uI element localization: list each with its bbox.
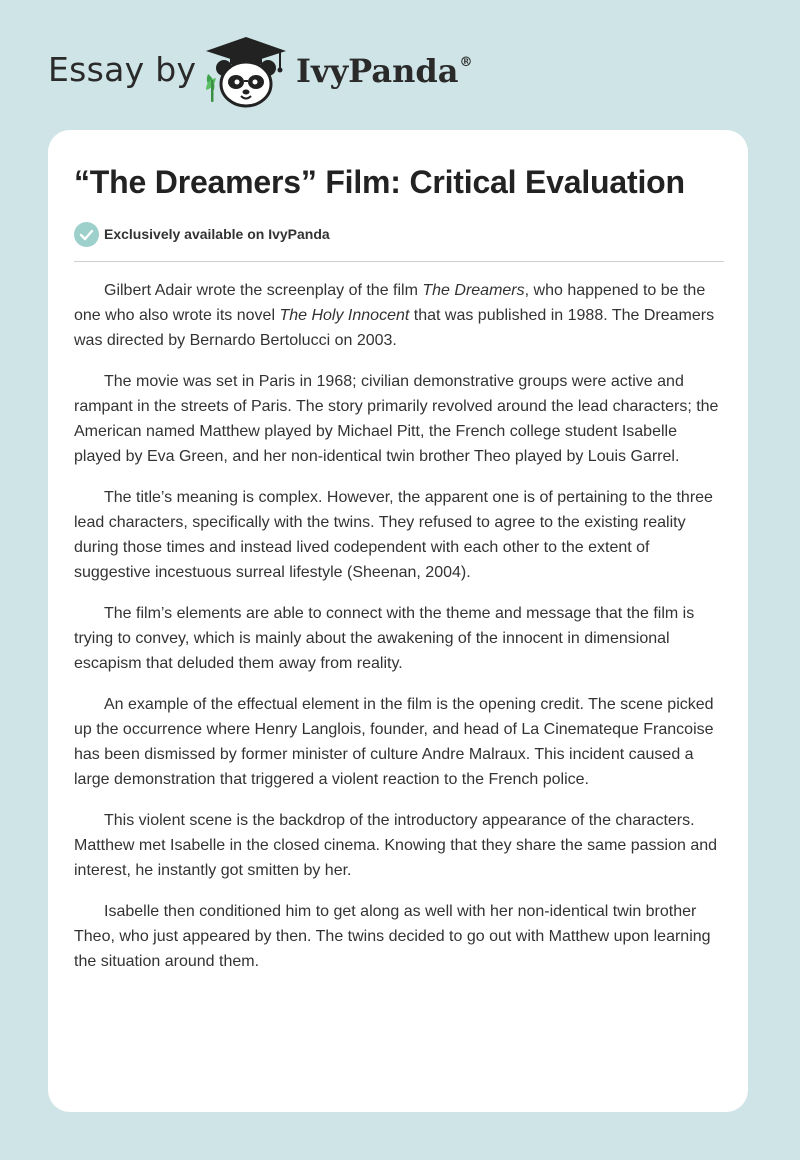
exclusive-badge [74, 221, 330, 247]
paragraph: An example of the effectual element in the film is the opening credit. The scene picked up the occurrence where Henry Langlois, founder, and head of La Cinemateque Francoise has been dismissed by former minister of culture Andre Malraux. This incident caused a large demonstration that triggered a violent reaction to the French police. [74, 696, 714, 788]
paragraph: The film’s elements are able to connect with the theme and message that the film is trying to convey, which is mainly about the awakening of the innocent in dimensional escapism that deluded them away from reality. [74, 605, 695, 672]
site-header [0, 0, 800, 130]
paragraph: Gilbert Adair wrote the screenplay of the film The Dreamers, who happened to be the one who also wrote its novel The Holy Innocent that was published in 1988. The Dreamers was directed by Bernardo Bertolucci on 2003. [74, 282, 715, 349]
paragraph: The title’s meaning is complex. However, the apparent one is of pertaining to the three lead characters, specifically with the twins. They refused to agree to the existing reality during those times and instead lived codependent with each other to the extent of suggestive incestuous surreal lifestyle (Sheenan, 2004). [74, 489, 713, 581]
essay-card [48, 130, 748, 1112]
brand-name[interactable]: IvyPanda® [296, 52, 473, 90]
essay-by-label: Essay by [48, 50, 197, 89]
exclusive-label: Exclusively available on IvyPanda [104, 226, 330, 242]
paragraph: Isabelle then conditioned him to get along as well with her non-identical twin brother Theo, who just appeared by then. The twins decided to go out with Matthew upon learning the situation around them. [74, 903, 711, 970]
check-circle-icon [74, 222, 99, 247]
page-title: “The Dreamers” Film: Critical Evaluation [74, 164, 685, 200]
paragraph: This violent scene is the backdrop of the introductory appearance of the characters. Matthew met Isabelle in the closed cinema. Knowing that they share the same passion and interest, he instantly got smitten by her. [74, 812, 718, 879]
paragraph: The movie was set in Paris in 1968; civilian demonstrative groups were active and rampant in the streets of Paris. The story primarily revolved around the lead characters; the American named Matthew played by Michael Pitt, the French college student Isabelle played by Eva Green, and her non-identical twin brother Theo played by Louis Garrel. [74, 373, 719, 465]
essay-body [74, 278, 726, 990]
panda-graduate-logo-icon[interactable] [200, 34, 292, 110]
divider [74, 261, 724, 262]
